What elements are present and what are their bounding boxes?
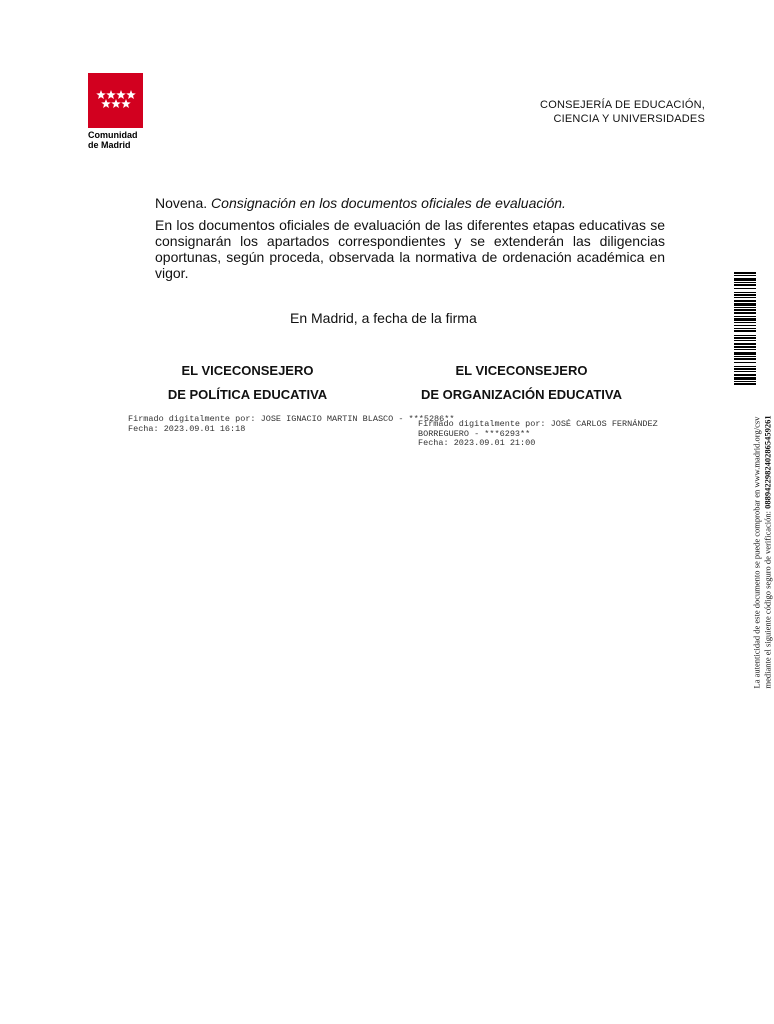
barcode-bar	[734, 328, 756, 329]
verification-prefix: mediante el siguiente código seguro de verificación:	[762, 511, 773, 689]
signatory-2-role-line-2: DE ORGANIZACIÓN EDUCATIVA	[420, 387, 623, 402]
comunidad-madrid-logo	[88, 73, 146, 150]
star-icon	[101, 99, 111, 108]
signatory-2-role-line-1: EL VICECONSEJERO	[455, 363, 588, 378]
dept-line-1: CONSEJERÍA DE EDUCACIÓN,	[540, 99, 705, 111]
barcode-bar	[734, 325, 756, 326]
barcode-bar	[734, 349, 756, 350]
logo-line-1: Comunidad	[88, 130, 138, 140]
signatory-2-role	[405, 359, 638, 407]
star-icon	[121, 99, 131, 108]
barcode-bar	[734, 318, 756, 321]
section-paragraph: En los documentos oficiales de evaluación de las diferentes etapas educativas se consignarán los apartados correspondientes y se extenderán las diligencias oportunas, según proceda, observada la normativa de ordenación académica en vigor.	[155, 217, 665, 281]
signature-1-signed-by: Firmado digitalmente por: JOSE IGNACIO MARTIN BLASCO - ***5286**	[128, 414, 455, 424]
barcode-bar	[734, 352, 756, 355]
star-icon	[106, 90, 116, 99]
logo-line-2: de Madrid	[88, 140, 131, 150]
star-icon	[116, 90, 126, 99]
barcode-bar	[734, 288, 756, 289]
signature-1-date: Fecha: 2023.09.01 16:18	[128, 423, 246, 434]
barcode-icon	[734, 272, 756, 384]
barcode-bar	[734, 371, 756, 372]
star-icon	[96, 90, 106, 99]
barcode-bar	[734, 312, 756, 314]
barcode-bar	[734, 383, 756, 385]
barcode-bar	[734, 358, 756, 360]
barcode-bar	[734, 343, 756, 345]
department-header	[540, 98, 705, 126]
barcode-bar	[734, 307, 756, 308]
verification-line-1: La autenticidad de este documento se puede comprobar en www.madrid.org/csv	[751, 416, 762, 689]
barcode-bar	[734, 381, 756, 382]
barcode-bar	[734, 284, 756, 286]
signature-2-signed-by: Firmado digitalmente por: JOSÉ CARLOS FERNÁNDEZ	[418, 419, 658, 429]
stars-icon	[88, 73, 143, 128]
signature-2-date: Fecha: 2023.09.01 21:00	[418, 438, 536, 448]
digital-signature-1	[128, 415, 454, 434]
barcode-bar	[734, 303, 756, 306]
signature-2-signed-by-cont: BORREGUERO - ***6293**	[418, 428, 531, 439]
signatory-1-role-line-2: DE POLÍTICA EDUCATIVA	[167, 387, 328, 402]
barcode-bar	[734, 330, 756, 332]
barcode-bar	[734, 377, 756, 380]
barcode-bar	[734, 275, 756, 276]
barcode-bar	[734, 278, 756, 281]
barcode-bar	[734, 340, 756, 341]
dept-line-2: CIENCIA Y UNIVERSIDADES	[553, 113, 705, 125]
barcode-bar	[734, 362, 756, 363]
barcode-bar	[734, 335, 756, 336]
barcode-bar	[734, 300, 756, 302]
barcode-bar	[734, 316, 756, 317]
verification-code: 0889422982402865459261	[762, 415, 773, 509]
barcode-bar	[734, 309, 756, 311]
section-label: Novena.	[155, 195, 208, 211]
barcode-bar	[734, 356, 756, 357]
barcode-bar	[734, 297, 756, 298]
barcode-bar	[734, 294, 756, 296]
barcode-bar	[734, 366, 756, 367]
barcode-bar	[734, 322, 756, 323]
barcode-bar	[734, 368, 756, 370]
verification-note	[751, 415, 774, 689]
star-icon	[126, 90, 136, 99]
madrid-flag-icon	[88, 73, 143, 128]
barcode-bar	[734, 292, 756, 293]
digital-signature-2	[418, 420, 658, 449]
barcode-bar	[734, 282, 756, 283]
barcode-bar	[734, 272, 756, 274]
section-heading	[155, 195, 566, 211]
section-title: Consignación en los documentos oficiales de evaluación.	[211, 195, 566, 211]
verification-line-2	[762, 415, 774, 689]
star-icon	[111, 99, 121, 108]
barcode-bar	[734, 337, 756, 339]
signatory-1-role	[155, 359, 340, 407]
signatory-1-role-line-1: EL VICECONSEJERO	[181, 363, 314, 378]
barcode-bar	[734, 374, 756, 376]
place-date: En Madrid, a fecha de la firma	[290, 310, 477, 326]
barcode-bar	[734, 346, 756, 348]
